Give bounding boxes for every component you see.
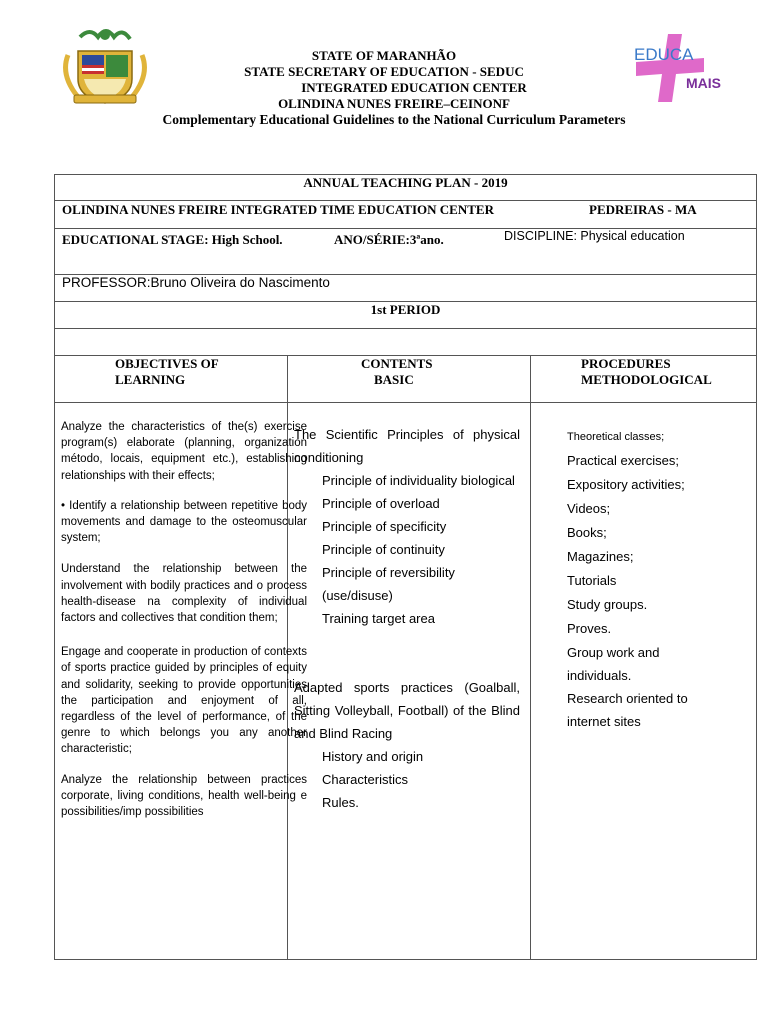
header-center: INTEGRATED EDUCATION CENTER (301, 80, 527, 95)
document-header (0, 48, 768, 128)
header-guidelines: Complementary Educational Guidelines to the National Curriculum Parameters (162, 112, 626, 127)
list-item: Proves. (567, 621, 612, 636)
list-item: Magazines; (567, 549, 634, 564)
list-item: History and origin (322, 749, 424, 764)
procedures-list (563, 425, 748, 733)
plan-title-row (55, 175, 756, 201)
city: PEDREIRAS - MA (589, 202, 697, 217)
objective-item: Analyze the relationship between practices corporate, living conditions, health well-being e possibilities/imp possibilities (61, 773, 307, 819)
contents-list (294, 423, 520, 814)
list-item: Group work and individuals. (567, 645, 660, 683)
contents-items (294, 469, 520, 630)
svg-text:MAIS: MAIS (686, 75, 721, 91)
empty-row (55, 329, 756, 356)
list-item: Tutorials (567, 573, 617, 588)
school-row (55, 201, 756, 229)
list-item: Practical exercises; (567, 453, 679, 468)
school-name: OLINDINA NUNES FREIRE INTEGRATED TIME EDUCATION CENTER (62, 202, 494, 217)
educational-stage: EDUCATIONAL STAGE: High School. (62, 232, 283, 247)
header-secretary: STATE SECRETARY OF EDUCATION - SEDUC (244, 64, 524, 79)
objective-item: Engage and cooperate in production of contexts of sports practice guided by principles of equity and solidarity, seeking to provide opportunities the participation and enjoyment of all, regardless of the level of performance, of the genre to which belongs you any another characteristic; (61, 646, 307, 756)
plan-title: ANNUAL TEACHING PLAN - 2019 (303, 175, 508, 190)
grade-year: ANO/SÉRIE:3ªano. (334, 232, 444, 247)
professor-row (55, 275, 756, 302)
contents-items (294, 745, 520, 814)
list-item: Principle of overload (322, 496, 440, 511)
list-item: Theoretical classes; (567, 431, 665, 443)
stage-row (55, 229, 756, 275)
period-row (55, 302, 756, 329)
period: 1st PERIOD (370, 302, 441, 317)
list-item: Research oriented to internet sites (567, 691, 688, 729)
objectives-header: OBJECTIVES OF LEARNING (115, 356, 219, 387)
svg-text:EDUCA: EDUCA (634, 45, 694, 64)
plan-table (54, 174, 757, 960)
list-item: Characteristics (322, 772, 408, 787)
header-school: OLINDINA NUNES FREIRE–CEINONF (278, 96, 510, 111)
list-item: Principle of continuity (322, 542, 445, 557)
list-item: Expository activities; (567, 477, 685, 492)
list-item: Rules. (322, 795, 359, 810)
objectives-list (61, 419, 307, 820)
list-item: Principle of individuality biological (322, 473, 515, 488)
list-item: Principle of specificity (322, 519, 447, 534)
header-state: STATE OF MARANHÃO (311, 48, 457, 63)
procedures-header: PROCEDURES METHODOLOGICAL (581, 356, 712, 387)
list-item: Principle of reversibility (use/disuse) (322, 565, 455, 603)
objective-item: Understand the relationship between the involvement with bodily practices and o process health-disease na complexity of individual factors and collectives that condition them; (61, 563, 307, 625)
discipline: DISCIPLINE: Physical education (504, 229, 685, 243)
column-divider (530, 355, 531, 959)
list-item: Training target area (322, 611, 435, 626)
contents-section-title: Adapted sports practices (Goalball, Sitting Volleyball, Football) of the Blind and Blind Racing (294, 680, 520, 741)
list-item: Study groups. (567, 597, 648, 612)
list-item: Books; (567, 525, 607, 540)
contents-section-title: The Scientific Principles of physical conditioning (294, 427, 520, 465)
objective-item: Analyze the characteristics of the(s) exercise program(s) elaborate (planning, organization método, locais, equipment etc.), establishing relationships with their effects; (61, 421, 307, 482)
column-headers-row (55, 356, 756, 403)
list-item: Videos; (567, 501, 611, 516)
contents-header: CONTENTS BASIC (361, 356, 433, 387)
objective-item: • Identify a relationship between repetitive body movements and damage to the osteomuscular system; (61, 499, 307, 545)
professor: PROFESSOR:Bruno Oliveira do Nascimento (62, 275, 330, 290)
